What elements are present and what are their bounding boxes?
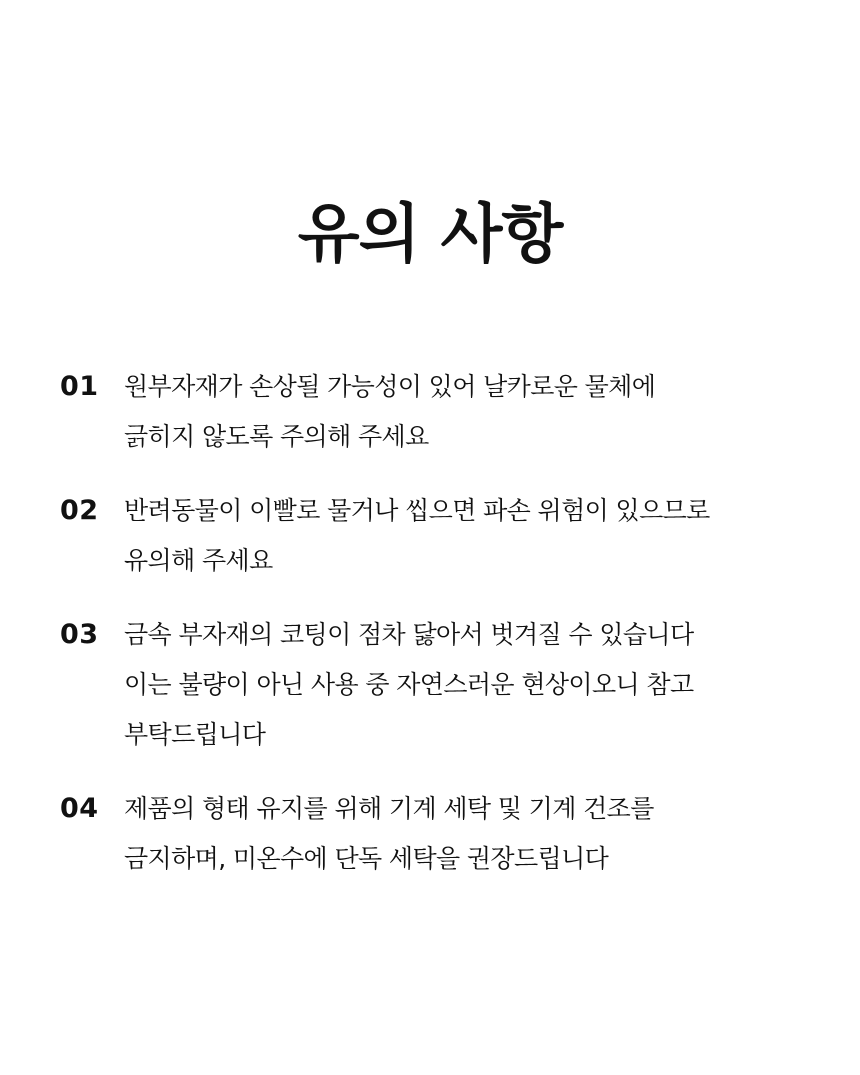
notice-list	[60, 362, 820, 884]
notice-item	[60, 486, 820, 586]
notice-line: 원부자재가 손상될 가능성이 있어 날카로운 물체에	[124, 372, 656, 401]
notice-number: 01	[60, 371, 99, 402]
notice-number: 04	[60, 793, 99, 824]
notice-line: 제품의 형태 유지를 위해 기계 세탁 및 기계 건조를	[124, 794, 654, 823]
notice-line: 부탁드립니다	[124, 720, 266, 749]
notice-line: 금속 부자재의 코팅이 점차 닳아서 벗겨질 수 있습니다	[124, 620, 694, 649]
page-title: 유의 사항	[297, 198, 563, 272]
notice-line: 이는 불량이 아닌 사용 중 자연스러운 현상이오니 참고	[124, 670, 694, 699]
notice-text	[124, 610, 820, 760]
notice-text	[124, 362, 820, 462]
notice-number: 02	[60, 495, 99, 526]
notice-line: 유의해 주세요	[124, 546, 273, 575]
notice-line: 금지하며, 미온수에 단독 세탁을 권장드립니다	[124, 844, 609, 873]
notice-text	[124, 486, 820, 586]
notice-line: 긁히지 않도록 주의해 주세요	[124, 422, 429, 451]
notice-item	[60, 610, 820, 760]
notice-line: 반려동물이 이빨로 물거나 씹으면 파손 위험이 있으므로	[124, 496, 710, 525]
notice-number: 03	[60, 619, 99, 650]
notice-item	[60, 362, 820, 462]
notice-text	[124, 784, 820, 884]
notice-item	[60, 784, 820, 884]
